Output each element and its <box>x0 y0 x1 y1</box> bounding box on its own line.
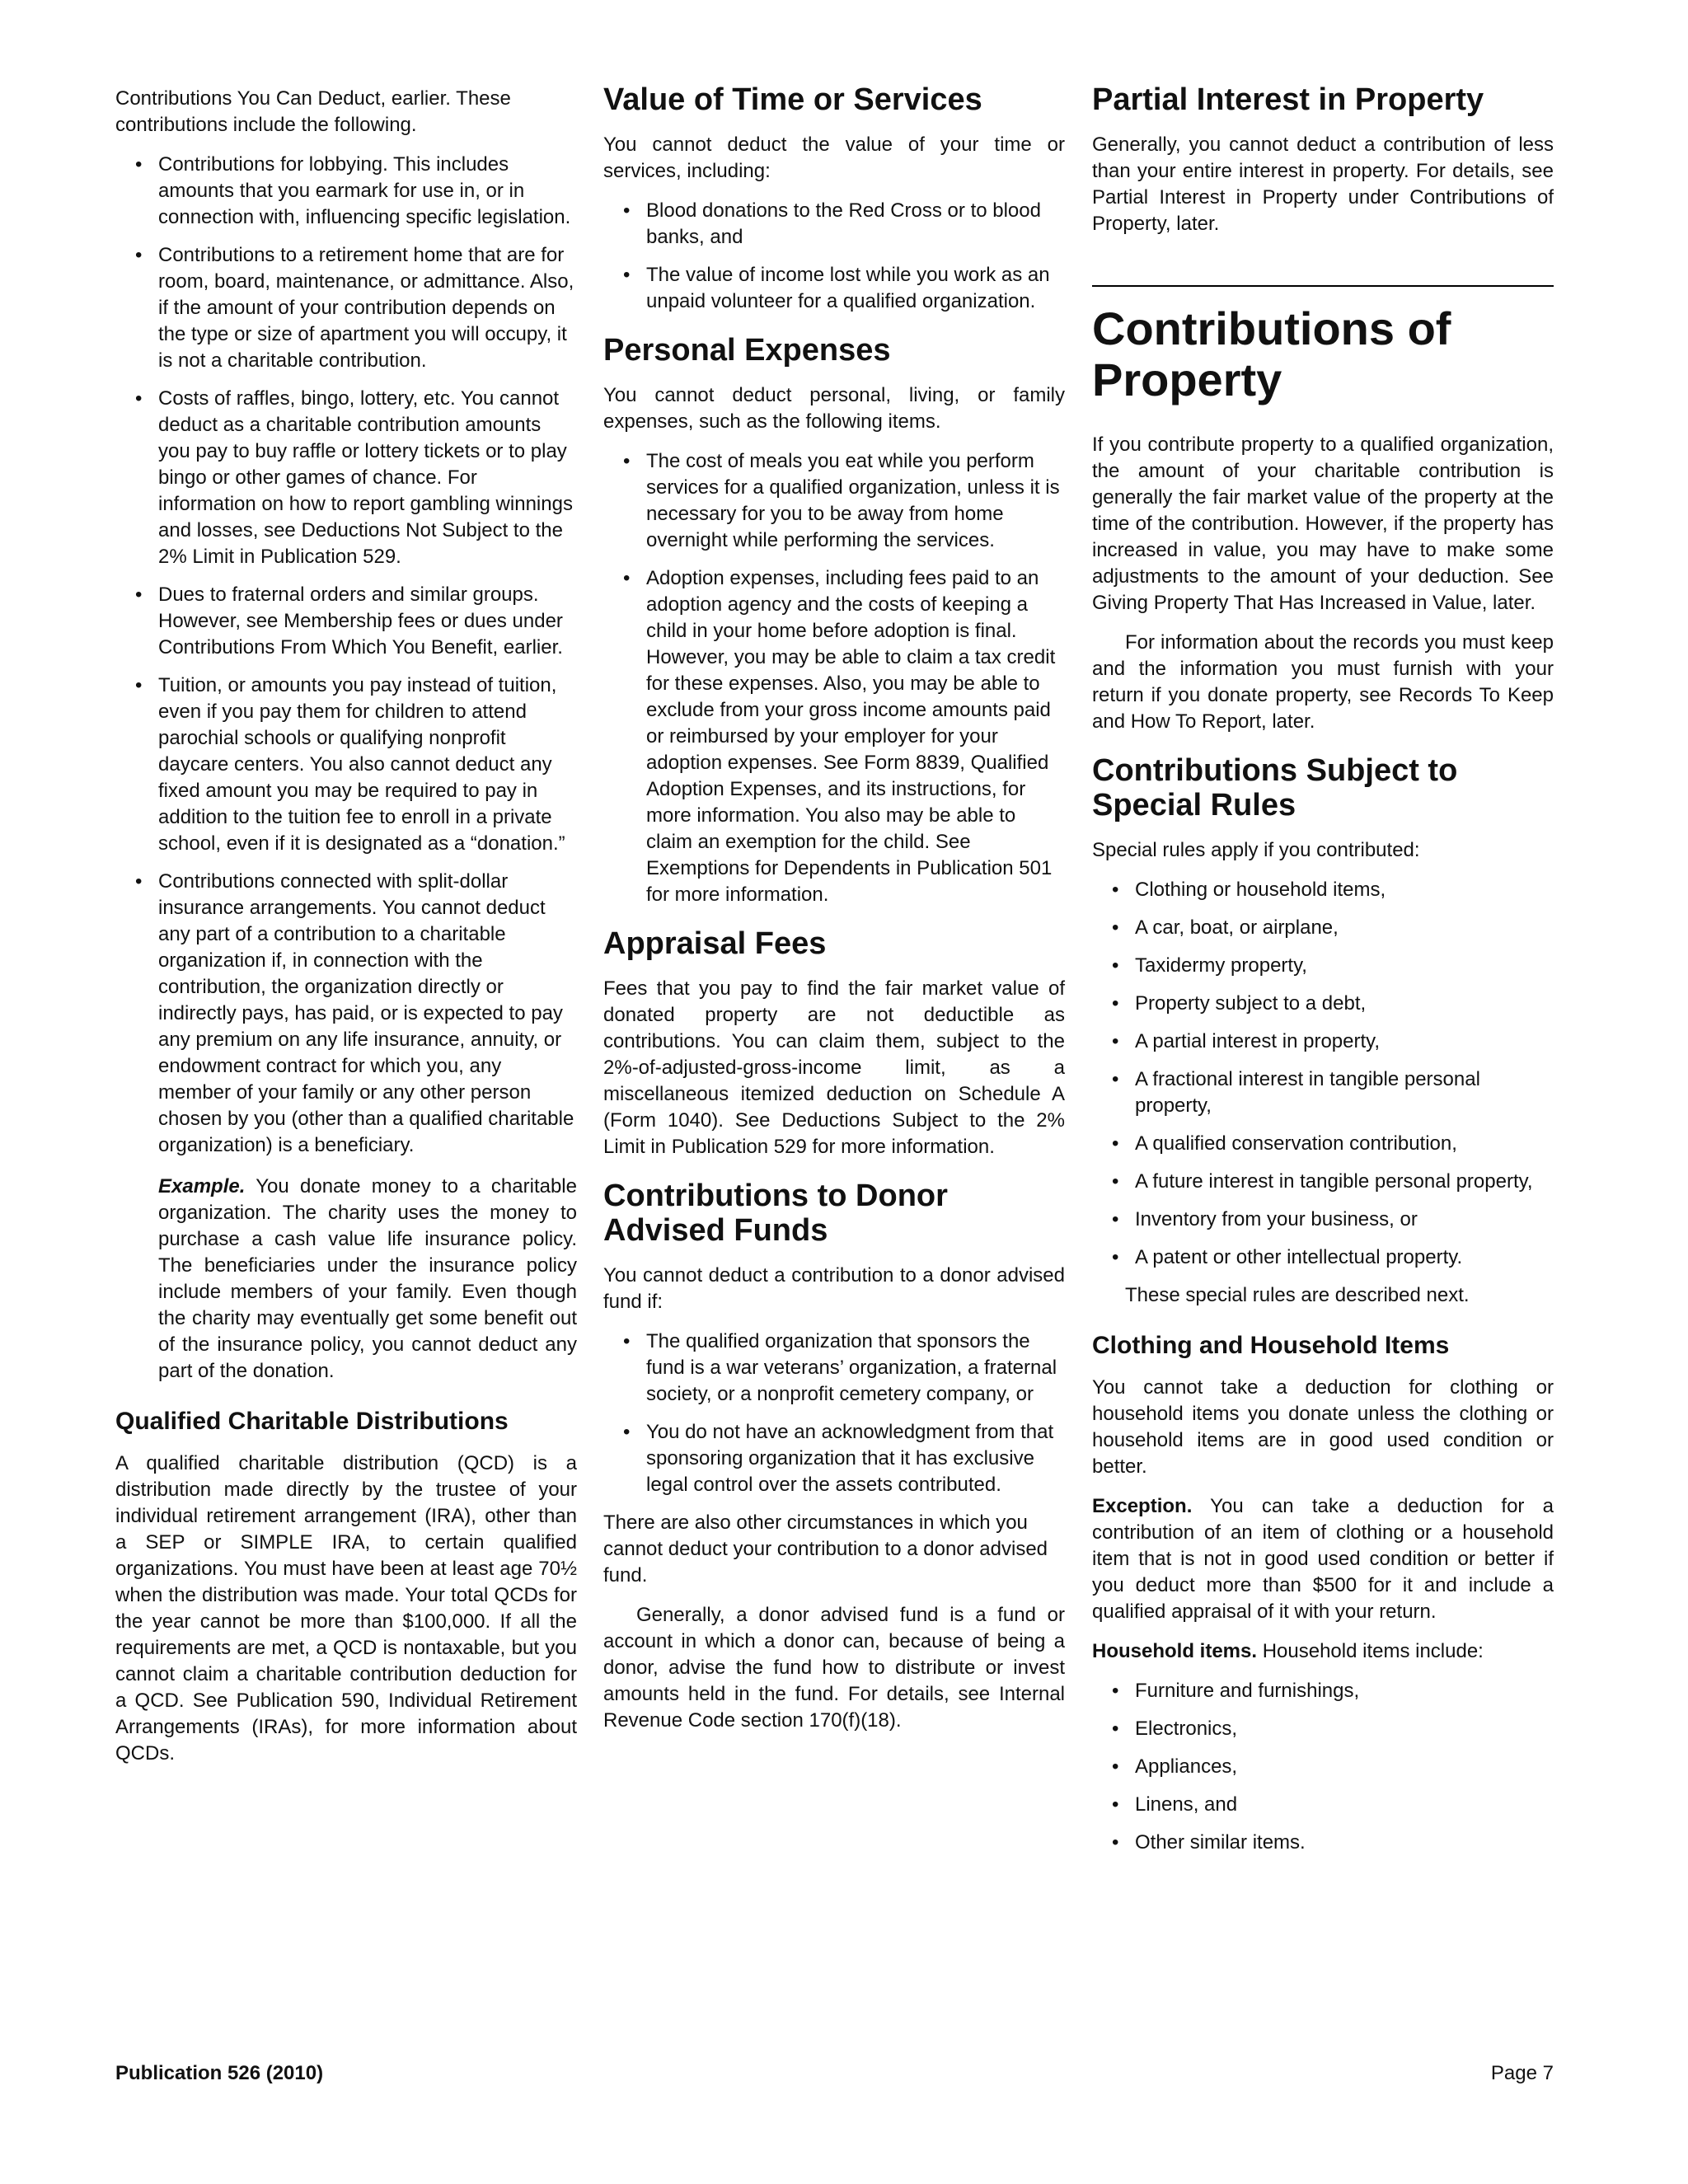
list-item: • A partial interest in property, <box>1092 1029 1554 1055</box>
time-services-list <box>603 198 1065 315</box>
bullet-icon: • <box>1112 1246 1119 1268</box>
bullet-icon: • <box>1112 1831 1119 1854</box>
special-rules-list <box>1092 877 1554 1271</box>
household-text: Household items include: <box>1262 1640 1484 1662</box>
list-item: • Clothing or household items, <box>1092 877 1554 903</box>
bullet-icon: • <box>1112 1755 1119 1778</box>
donor-advised-list <box>603 1329 1065 1498</box>
list-item: • A car, boat, or airplane, <box>1092 915 1554 941</box>
bullet-icon: • <box>623 199 631 222</box>
property-records-paragraph: For information about the records you must keep and the information you must furnish with your return if you donate property, see Records To Keep and How To Report, later. <box>1092 631 1554 733</box>
appraisal-fees-heading: Appraisal Fees <box>603 926 827 961</box>
bullet-icon: • <box>1112 992 1119 1015</box>
bullet-icon: • <box>135 870 143 893</box>
list-item: • A future interest in tangible personal property, <box>1092 1169 1554 1195</box>
bullet-icon: • <box>623 567 631 589</box>
donor-advised-definition: Generally, a donor advised fund is a fund or account in which a donor can, because of being a donor, advise the fund how to distribute or invest amounts held in the fund. For details, see Internal Revenue Code section 170(f)(18). <box>603 1604 1065 1732</box>
intro-paragraph: Contributions You Can Deduct, earlier. These contributions include the following. <box>115 87 511 136</box>
list-item: • Dues to fraternal orders and similar groups. However, see Membership fees or dues under Contributions From Which You Benefit, earlier. <box>135 583 563 658</box>
bullet-icon: • <box>1112 1068 1119 1090</box>
household-paragraph <box>1092 1638 1554 1665</box>
personal-expenses-heading: Personal Expenses <box>603 333 891 368</box>
section-divider <box>1092 285 1554 287</box>
bullet-icon: • <box>1112 1718 1119 1740</box>
bullet-icon: • <box>1112 1208 1119 1230</box>
special-rules-outro: These special rules are described next. <box>1125 1284 1470 1306</box>
bullet-icon: • <box>135 387 143 410</box>
column-left <box>115 82 577 1780</box>
special-rules-intro: Special rules apply if you contributed: <box>1092 839 1420 861</box>
column-middle <box>603 82 1065 1747</box>
list-item: • Electronics, <box>1092 1716 1554 1742</box>
qcd-heading: Qualified Charitable Distributions <box>115 1408 509 1435</box>
qcd-paragraph: A qualified charitable distribution (QCD) is a distribution made directly by the trustee of your individual retirement arrangement (IRA), other than a SEP or SIMPLE IRA, to certain qualified organizations. You must have been at least age 70½ when the distribution was made. Your total QCDs for the year cannot be more than $100,000. If all the requirements are met, a QCD is nontaxable, but you cannot claim a charitable contribution deduction for a QCD. See Publication 590, Individual Retirement Arrangements (IRAs), for more information about QCDs. <box>115 1452 577 1765</box>
bullet-icon: • <box>623 450 631 472</box>
time-services-intro: You cannot deduct the value of your time or services, including: <box>603 134 1065 182</box>
donor-advised-heading: Contributions to Donor Advised Funds <box>603 1179 948 1248</box>
bullet-icon: • <box>1112 1170 1119 1193</box>
list-item: • A patent or other intellectual property. <box>1092 1244 1554 1271</box>
list-item: • The cost of meals you eat while you perform services for a qualified organization, unless it is necessary for you to be away from home overnight while performing the services. <box>623 450 1060 551</box>
list-item: • A qualified conservation contribution, <box>1092 1131 1554 1157</box>
donor-advised-intro: You cannot deduct a contribution to a donor advised fund if: <box>603 1264 1065 1313</box>
list-item: • The qualified organization that sponsors the fund is a war veterans’ organization, a fraternal society, or a nonprofit cemetery company, or <box>623 1330 1057 1405</box>
personal-expenses-intro: You cannot deduct personal, living, or family expenses, such as the following items. <box>603 384 1065 433</box>
bullet-icon: • <box>1112 954 1119 977</box>
bullet-icon: • <box>1112 916 1119 939</box>
list-item: • Taxidermy property, <box>1092 953 1554 979</box>
bullet-icon: • <box>623 1330 631 1352</box>
list-item: • Costs of raffles, bingo, lottery, etc. You cannot deduct as a charitable contribution amounts you pay to buy raffle or lottery tickets or to play bingo or other games of chance. For information on how to report gambling winnings and losses, see Deductions Not Subject to the 2% Limit in Publication 529. <box>135 387 573 568</box>
list-item: • You do not have an acknowledgment from that sponsoring organization that it has exclusive legal control over the assets contributed. <box>623 1421 1054 1496</box>
list-item: • Other similar items. <box>1092 1830 1554 1856</box>
property-heading: Contributions of Property <box>1092 302 1451 405</box>
donor-advised-paragraph: There are also other circumstances in which you cannot deduct your contribution to a donor advised fund. <box>603 1511 1048 1586</box>
list-item: • Blood donations to the Red Cross or to blood banks, and <box>623 199 1041 248</box>
exception-text: You can take a deduction for a contribution of an item of clothing or a household item that is not in good used condition or better if you deduct more than $500 for it and include a qualified appraisal of it with your return. <box>1092 1495 1554 1623</box>
example-paragraph <box>158 1174 577 1385</box>
list-item: • Contributions to a retirement home that are for room, board, maintenance, or admittance. Also, if the amount of your contribution depends on the type or size of apartment you will occupy, it is not a charitable contribution. <box>135 244 574 372</box>
household-label: Household items. <box>1092 1640 1258 1662</box>
bullet-icon: • <box>1112 1030 1119 1052</box>
partial-interest-paragraph: Generally, you cannot deduct a contribution of less than your entire interest in property. For details, see Partial Interest in Property under Contributions of Property, later. <box>1092 134 1554 235</box>
list-item: • Adoption expenses, including fees paid to an adoption agency and the costs of keeping a child in your home before adoption is final. However, you may be able to claim a tax credit for these expenses. Also, you may be able to exclude from your gross income amounts paid or reimbursed by your employer for your adoption expenses. See Form 8839, Qualified Adoption Expenses, and its instructions, for more information. You also may be able to claim an exemption for the child. See Exemptions for Dependents in Publication 501 for more information. <box>623 567 1056 906</box>
clothing-paragraph: You cannot take a deduction for clothing or household items you donate unless the clothing or household items are in good used condition or better. <box>1092 1376 1554 1478</box>
bullet-icon: • <box>135 153 143 176</box>
list-item: • Linens, and <box>1092 1792 1554 1818</box>
household-list <box>1092 1678 1554 1856</box>
list-item: • Inventory from your business, or <box>1092 1207 1554 1233</box>
bullet-icon: • <box>1112 1680 1119 1702</box>
list-item: • A fractional interest in tangible personal property, <box>1112 1068 1480 1117</box>
bullet-icon: • <box>1112 1793 1119 1816</box>
list-item: • Appliances, <box>1092 1754 1554 1780</box>
column-right <box>1092 82 1554 1868</box>
special-rules-heading: Contributions Subject to Special Rules <box>1092 753 1458 823</box>
time-services-heading: Value of Time or Services <box>603 82 982 117</box>
publication-label: Publication 526 (2010) <box>115 2062 324 2084</box>
bullet-icon: • <box>1112 879 1119 901</box>
appraisal-fees-paragraph: Fees that you pay to find the fair market value of donated property are not deductible as contributions. You can claim them, subject to the 2%-of-adjusted-gross-income limit, as a miscellaneous itemized deduction on Schedule A (Form 1040). See Deductions Subject to the 2% Limit in Publication 529 for more information. <box>603 977 1065 1158</box>
clothing-heading: Clothing and Household Items <box>1092 1332 1450 1359</box>
bullet-icon: • <box>135 244 143 266</box>
page-number: Page 7 <box>1490 2062 1554 2084</box>
nondeductible-list <box>115 152 577 1385</box>
partial-interest-heading: Partial Interest in Property <box>1092 82 1484 117</box>
example-label: Example. <box>158 1175 246 1197</box>
personal-expenses-list <box>603 448 1065 908</box>
bullet-icon: • <box>623 1421 631 1443</box>
bullet-icon: • <box>1112 1132 1119 1155</box>
list-item: • Furniture and furnishings, <box>1092 1678 1554 1704</box>
property-paragraph: If you contribute property to a qualified organization, the amount of your charitable contribution is generally the fair market value of the property at the time of the contribution. However, if the property has increased in value, you may have to make some adjustments to the amount of your deduction. See Giving Property That Has Increased in Value, later. <box>1092 434 1554 614</box>
bullet-icon: • <box>623 264 631 286</box>
list-item: • The value of income lost while you work as an unpaid volunteer for a qualified organization. <box>623 264 1050 312</box>
exception-label: Exception. <box>1092 1495 1193 1517</box>
example-text: You donate money to a charitable organization. The charity uses the money to purchase a cash value life insurance policy. The beneficiaries under the insurance policy include members of your family. Even though the charity may eventually get some benefit out of the insurance policy, you cannot deduct any part of the donation. <box>158 1175 577 1382</box>
bullet-icon: • <box>135 674 143 696</box>
exception-paragraph <box>1092 1493 1554 1625</box>
list-item: • Property subject to a debt, <box>1092 991 1554 1017</box>
bullet-icon: • <box>135 583 143 606</box>
list-item: • Tuition, or amounts you pay instead of tuition, even if you pay them for children to attend parochial schools or qualifying nonprofit daycare centers. You also cannot deduct any fixed amount you may be required to pay in addition to the tuition fee to enroll in a private school, even if it is designated as a “donation.” <box>135 674 565 855</box>
list-item: • Contributions connected with split-dollar insurance arrangements. You cannot deduct any part of a contribution to a charitable organization if, in connection with the contribution, the organization directly or indirectly pays, has paid, or is expected to pay any premium on any life insurance, annuity, or endowment contract for which you, any member of your family or any other person chosen by you (other than a qualified charitable organization) is a beneficiary. Example. You donate money to a charitable organization. The charity uses the money to purchase a cash value life insurance policy. The beneficiaries under the insurance policy include members of your family. Even though the charity may eventually get some benefit out of the insurance policy, you cannot deduct any part of the donation. <box>115 869 577 1385</box>
list-item: • Contributions for lobbying. This includes amounts that you earmark for use in, or in connection with, influencing specific legislation. <box>135 153 571 228</box>
